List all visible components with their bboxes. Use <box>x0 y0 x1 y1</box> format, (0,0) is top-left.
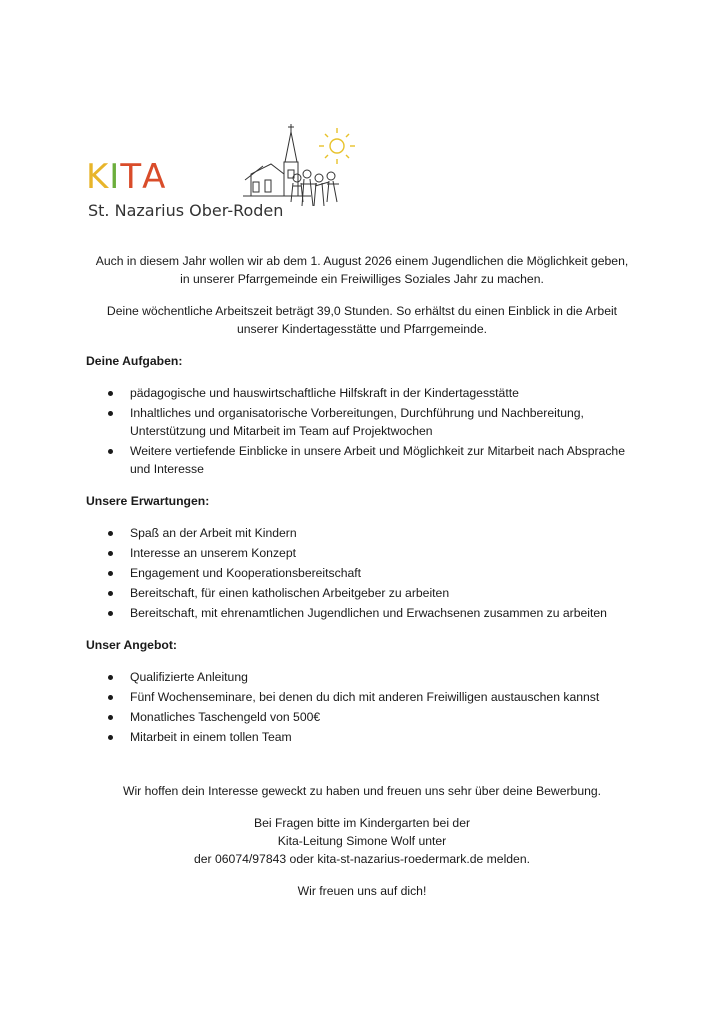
intro-line: in unserer Pfarrgemeinde ein Freiwilliges Soziales Jahr zu machen. <box>180 272 544 286</box>
expectations-heading: Unsere Erwartungen: <box>86 494 210 508</box>
list-item: Weitere vertiefende Einblicke in unsere Arbeit und Möglichkeit zur Mitarbeit nach Absprache und Interesse <box>130 442 638 478</box>
list-item: Interesse an unserem Konzept <box>130 544 638 562</box>
list-item: Inhaltliches und organisatorische Vorbereitungen, Durchführung und Nachbereitung, Unterstützung und Mitarbeit im Team auf Projektwochen <box>130 404 638 440</box>
document-body <box>86 252 638 900</box>
list-item: pädagogische und hauswirtschaftliche Hilfskraft in der Kindertagesstätte <box>130 384 638 402</box>
list-item: Engagement und Kooperationsbereitschaft <box>130 564 638 582</box>
logo-kita-wordmark <box>86 158 166 196</box>
offer-heading: Unser Angebot: <box>86 638 177 652</box>
contact-line: Bei Fragen bitte im Kindergarten bei der <box>253 816 471 830</box>
sun-icon <box>319 128 355 164</box>
intro-paragraph-2 <box>86 302 638 338</box>
list-item: Bereitschaft, mit ehrenamtlichen Jugendlichen und Erwachsenen zusammen zu arbeiten <box>130 604 638 622</box>
kita-logo <box>86 122 356 222</box>
tasks-list <box>86 384 638 478</box>
church-and-children-illustration <box>241 122 356 214</box>
logo-letter-k: K <box>86 157 110 197</box>
expectations-list <box>86 524 638 622</box>
intro-line: Auch in diesem Jahr wollen wir ab dem 1. August 2026 einem Jugendlichen die Möglichkeit geben, <box>95 254 629 268</box>
offer-list <box>86 668 638 746</box>
list-item: Monatliches Taschengeld von 500€ <box>130 708 638 726</box>
contact-line: Kita-Leitung Simone Wolf unter <box>277 834 447 848</box>
intro-line: unserer Kindertagesstätte und Pfarrgemeinde. <box>237 322 487 336</box>
intro-paragraph-1 <box>86 252 638 288</box>
closing-hope: Wir hoffen dein Interesse geweckt zu haben und freuen uns sehr über deine Bewerbung. <box>122 784 602 798</box>
tasks-heading: Deine Aufgaben: <box>86 354 183 368</box>
list-item: Bereitschaft, für einen katholischen Arbeitgeber zu arbeiten <box>130 584 638 602</box>
logo-subtitle: St. Nazarius Ober-Roden <box>88 201 284 220</box>
list-item: Mitarbeit in einem tollen Team <box>130 728 638 746</box>
contact-block <box>86 814 638 868</box>
logo-letter-a: A <box>142 157 167 197</box>
logo-letter-i: I <box>109 157 121 197</box>
list-item: Qualifizierte Anleitung <box>130 668 638 686</box>
intro-line: Deine wöchentliche Arbeitszeit beträgt 39,0 Stunden. So erhältst du einen Einblick in die Arbeit <box>106 304 618 318</box>
contact-line: der 06074/97843 oder kita-st-nazarius-roedermark.de melden. <box>193 852 531 866</box>
list-item: Spaß an der Arbeit mit Kindern <box>130 524 638 542</box>
logo-letter-t: T <box>120 157 143 197</box>
list-item: Fünf Wochenseminare, bei denen du dich mit anderen Freiwilligen austauschen kannst <box>130 688 638 706</box>
signoff: Wir freuen uns auf dich! <box>297 884 427 898</box>
